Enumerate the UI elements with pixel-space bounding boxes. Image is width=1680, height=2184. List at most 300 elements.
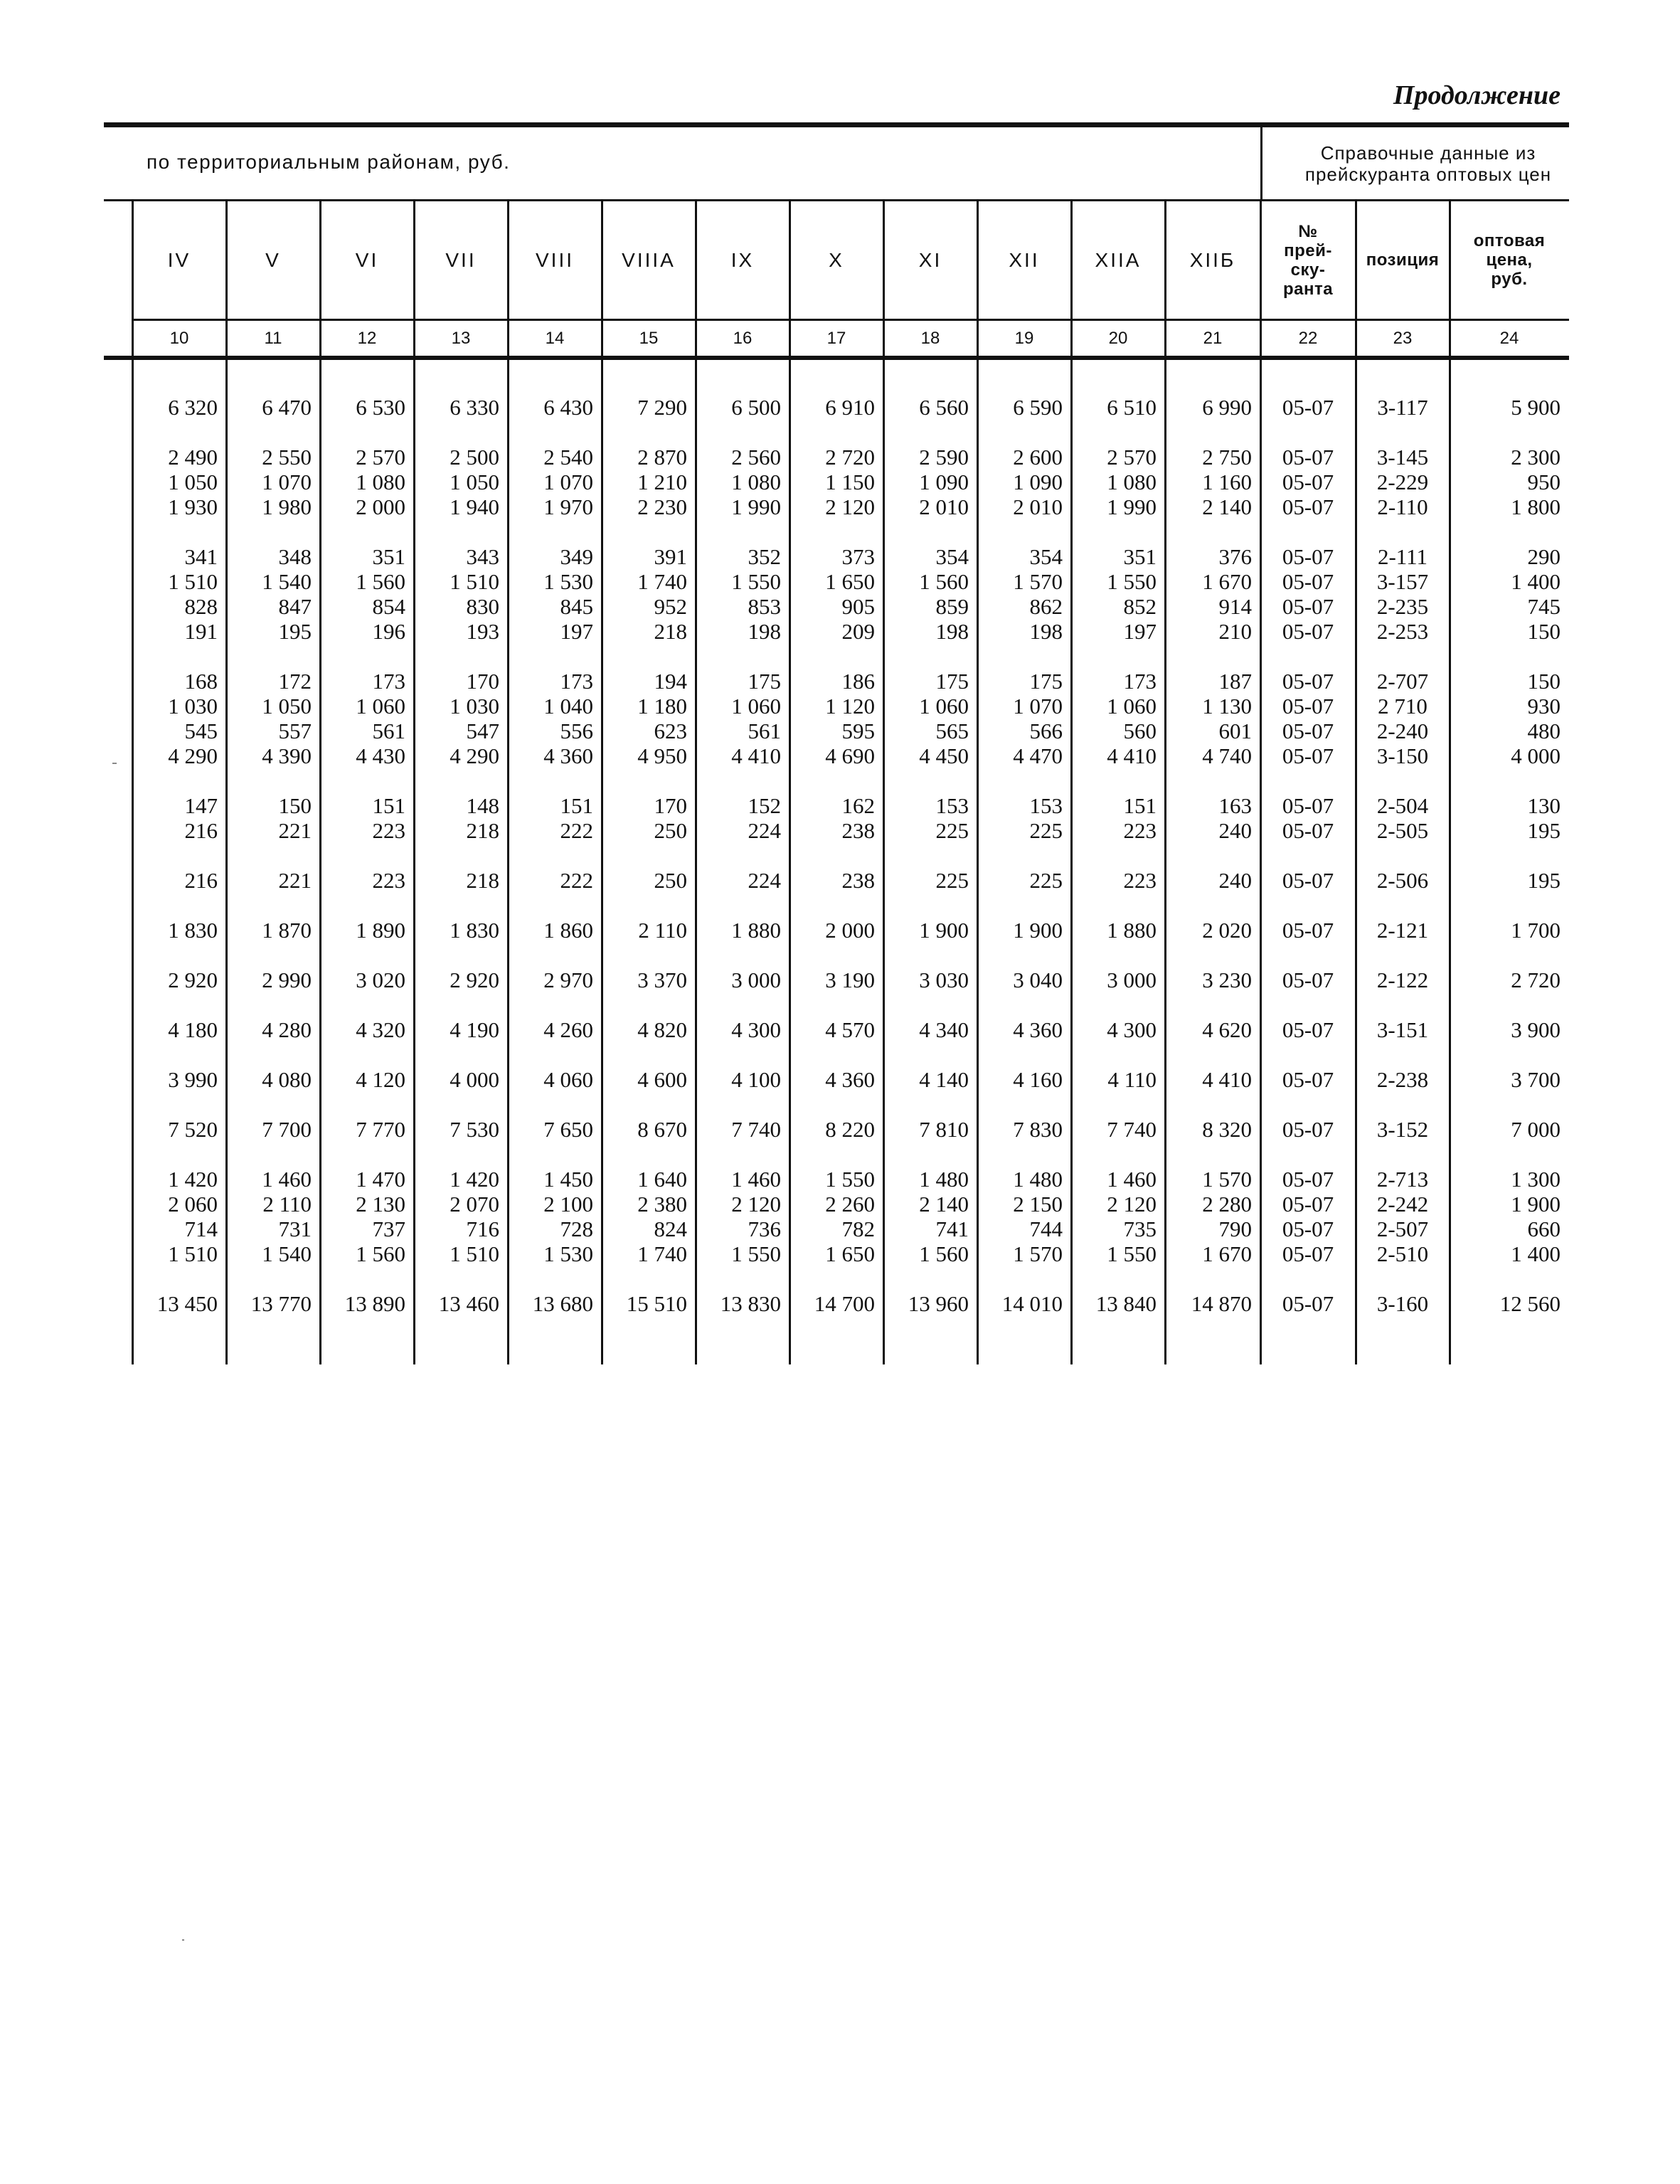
table-cell: 1 040 bbox=[543, 693, 593, 719]
table-cell: 1 970 bbox=[543, 494, 593, 519]
table-cell: 05-07 bbox=[1282, 693, 1334, 719]
table-cell: 2-110 bbox=[1377, 494, 1428, 519]
table-cell: 3 000 bbox=[1107, 967, 1157, 992]
table-cell: 1 450 bbox=[543, 1166, 593, 1192]
table-cell: 13 450 bbox=[156, 1290, 218, 1316]
table-cell: 1 050 bbox=[450, 469, 499, 494]
table-cell: 595 bbox=[841, 718, 875, 743]
table-cell: 148 bbox=[466, 793, 499, 818]
table-cell: 05-07 bbox=[1282, 1116, 1334, 1142]
table-cell: 13 680 bbox=[532, 1290, 593, 1316]
table-cell: 1 700 bbox=[1511, 917, 1561, 943]
table-cell: 1 030 bbox=[168, 693, 218, 719]
table-cell: 352 bbox=[748, 544, 781, 569]
table-cell: 2 920 bbox=[450, 967, 499, 992]
table-cell: 1 210 bbox=[637, 469, 687, 494]
table-cell: 4 300 bbox=[731, 1017, 781, 1042]
column-header-reference bbox=[1356, 201, 1450, 319]
table-cell: 3 990 bbox=[168, 1066, 218, 1092]
column-number: 17 bbox=[826, 328, 846, 348]
table-cell: 4 410 bbox=[1107, 743, 1157, 768]
table-cell: 15 510 bbox=[626, 1290, 687, 1316]
table-cell: 3-117 bbox=[1377, 394, 1428, 420]
table-cell: 1 080 bbox=[1107, 469, 1157, 494]
table-cell: 4 360 bbox=[543, 743, 593, 768]
table-cell: 4 280 bbox=[262, 1017, 312, 1042]
table-cell: 223 bbox=[372, 867, 405, 893]
table-cell: 1 930 bbox=[168, 494, 218, 519]
table-cell: 741 bbox=[935, 1216, 969, 1241]
table-cell: 565 bbox=[935, 718, 969, 743]
table-cell: 1 550 bbox=[731, 1241, 781, 1266]
table-cell: 351 bbox=[1123, 544, 1157, 569]
table-cell: 3-151 bbox=[1376, 1017, 1429, 1042]
table-cell: 1 830 bbox=[450, 917, 499, 943]
table-cell: 2 380 bbox=[637, 1191, 687, 1216]
table-cell: 4 290 bbox=[450, 743, 499, 768]
table-cell: 2 750 bbox=[1202, 444, 1252, 470]
table-cell: 7 740 bbox=[731, 1116, 781, 1142]
table-cell: 225 bbox=[1029, 867, 1063, 893]
column-header-region: X bbox=[829, 248, 844, 271]
table-cell: 2 110 bbox=[638, 917, 687, 943]
column-header-region: VII bbox=[445, 248, 477, 271]
table-cell: 1 460 bbox=[731, 1166, 781, 1192]
column-number: 22 bbox=[1298, 328, 1318, 348]
table-cell: 1 050 bbox=[168, 469, 218, 494]
table-cell: 2-240 bbox=[1376, 718, 1429, 743]
table-cell: 05-07 bbox=[1282, 718, 1334, 743]
table-cell: 223 bbox=[1123, 817, 1157, 843]
table-cell: 2-505 bbox=[1376, 817, 1429, 843]
table-cell: 225 bbox=[935, 817, 969, 843]
table-cell: 3 700 bbox=[1511, 1066, 1561, 1092]
table-cell: 05-07 bbox=[1282, 1166, 1334, 1192]
table-cell: 150 bbox=[1527, 668, 1561, 694]
table-cell: 1 860 bbox=[543, 917, 593, 943]
table-cell: 14 870 bbox=[1191, 1290, 1252, 1316]
column-number: 14 bbox=[545, 328, 565, 348]
table-cell: 1 560 bbox=[919, 568, 969, 594]
table-cell: 2 140 bbox=[1202, 494, 1252, 519]
table-cell: 6 530 bbox=[356, 394, 405, 420]
table-cell: 480 bbox=[1527, 718, 1561, 743]
table-cell: 7 740 bbox=[1107, 1116, 1157, 1142]
column-header-line: ску- bbox=[1290, 260, 1326, 280]
table-cell: 05-07 bbox=[1282, 593, 1334, 619]
column-header-region: IX bbox=[730, 248, 755, 271]
group-header-reference-line-2: прейскуранта оптовых цен bbox=[1304, 164, 1552, 185]
table-cell: 1 510 bbox=[450, 568, 499, 594]
table-cell: 186 bbox=[841, 668, 875, 694]
continuation-label: Продолжение bbox=[1393, 80, 1561, 110]
table-cell: 4 740 bbox=[1202, 743, 1252, 768]
table-cell: 354 bbox=[935, 544, 969, 569]
table-cell: 2 100 bbox=[543, 1191, 593, 1216]
table-cell: 14 700 bbox=[814, 1290, 875, 1316]
table-cell: 05-07 bbox=[1282, 1241, 1334, 1266]
table-cell: 1 570 bbox=[1013, 568, 1063, 594]
table-cell: 2 550 bbox=[262, 444, 312, 470]
column-header-line: цена, bbox=[1486, 250, 1533, 270]
table-cell: 2 060 bbox=[168, 1191, 218, 1216]
column-number: 15 bbox=[639, 328, 659, 348]
table-cell: 153 bbox=[935, 793, 969, 818]
table-cell: 2 020 bbox=[1202, 917, 1252, 943]
table-cell: 6 330 bbox=[450, 394, 499, 420]
column-number: 13 bbox=[451, 328, 471, 348]
table-cell: 05-07 bbox=[1282, 1216, 1334, 1241]
table-cell: 1 890 bbox=[356, 917, 405, 943]
table-cell: 6 990 bbox=[1202, 394, 1252, 420]
table-cell: 4 950 bbox=[637, 743, 687, 768]
table-cell: 05-07 bbox=[1282, 568, 1334, 594]
table-cell: 547 bbox=[466, 718, 499, 743]
table-cell: 2 920 bbox=[168, 967, 218, 992]
table-cell: 1 670 bbox=[1202, 568, 1252, 594]
table-cell: 4 820 bbox=[637, 1017, 687, 1042]
table-cell: 05-07 bbox=[1282, 867, 1334, 893]
column-header-region: XIIБ bbox=[1189, 248, 1236, 271]
table-cell: 1 460 bbox=[1107, 1166, 1157, 1192]
table-cell: 4 060 bbox=[543, 1066, 593, 1092]
table-cell: 05-07 bbox=[1282, 618, 1334, 644]
table-cell: 1 060 bbox=[1107, 693, 1157, 719]
table-cell: 1 740 bbox=[637, 1241, 687, 1266]
table-cell: 4 410 bbox=[1202, 1066, 1252, 1092]
table-cell: 216 bbox=[184, 817, 218, 843]
table-cell: 175 bbox=[1029, 668, 1063, 694]
table-cell: 05-07 bbox=[1282, 668, 1334, 694]
table-cell: 341 bbox=[184, 544, 218, 569]
table-cell: 2-510 bbox=[1376, 1241, 1429, 1266]
table-cell: 4 110 bbox=[1107, 1066, 1157, 1092]
table-cell: 1 150 bbox=[825, 469, 875, 494]
table-cell: 2 000 bbox=[356, 494, 405, 519]
table-cell: 7 810 bbox=[919, 1116, 969, 1142]
table-cell: 4 260 bbox=[543, 1017, 593, 1042]
table-cell: 2 720 bbox=[1511, 967, 1561, 992]
table-cell: 7 700 bbox=[262, 1116, 312, 1142]
table-cell: 4 120 bbox=[356, 1066, 405, 1092]
table-cell: 4 080 bbox=[262, 1066, 312, 1092]
table-cell: 2 140 bbox=[919, 1191, 969, 1216]
table-cell: 224 bbox=[748, 867, 781, 893]
table-cell: 168 bbox=[184, 668, 218, 694]
table-cell: 2 280 bbox=[1202, 1191, 1252, 1216]
table-cell: 1 070 bbox=[543, 469, 593, 494]
table-cell: 2 300 bbox=[1511, 444, 1561, 470]
column-header-region: VIII bbox=[535, 248, 574, 271]
table-cell: 222 bbox=[560, 867, 593, 893]
table-cell: 172 bbox=[278, 668, 312, 694]
table-cell: 1 540 bbox=[262, 568, 312, 594]
table-cell: 1 420 bbox=[168, 1166, 218, 1192]
table-cell: 2 110 bbox=[262, 1191, 312, 1216]
table-cell: 1 570 bbox=[1202, 1166, 1252, 1192]
column-header-region: V bbox=[265, 248, 281, 271]
table-cell: 198 bbox=[1029, 618, 1063, 644]
table-cell: 13 460 bbox=[438, 1290, 499, 1316]
table-cell: 187 bbox=[1218, 668, 1252, 694]
table-cell: 354 bbox=[1029, 544, 1063, 569]
table-cell: 2-253 bbox=[1376, 618, 1429, 644]
table-cell: 4 470 bbox=[1013, 743, 1063, 768]
table-cell: 151 bbox=[372, 793, 405, 818]
table-cell: 545 bbox=[184, 718, 218, 743]
table-cell: 2-506 bbox=[1376, 867, 1429, 893]
table-cell: 163 bbox=[1218, 793, 1252, 818]
column-header-reference bbox=[1260, 201, 1356, 319]
table-cell: 170 bbox=[466, 668, 499, 694]
table-cell: 238 bbox=[841, 817, 875, 843]
table-cell: 2-235 bbox=[1376, 593, 1429, 619]
table-cell: 2-707 bbox=[1376, 668, 1429, 694]
table-cell: 950 bbox=[1527, 469, 1561, 494]
table-cell: 1 650 bbox=[825, 1241, 875, 1266]
table-cell: 150 bbox=[278, 793, 312, 818]
table-cell: 566 bbox=[1029, 718, 1063, 743]
table-cell: 854 bbox=[372, 593, 405, 619]
table-cell: 1 990 bbox=[731, 494, 781, 519]
column-number: 11 bbox=[264, 328, 282, 348]
table-cell: 1 060 bbox=[919, 693, 969, 719]
table-cell: 737 bbox=[372, 1216, 405, 1241]
table-cell: 4 290 bbox=[168, 743, 218, 768]
table-cell: 216 bbox=[184, 867, 218, 893]
table-cell: 7 290 bbox=[637, 394, 687, 420]
table-cell: 173 bbox=[560, 668, 593, 694]
table-cell: 2 500 bbox=[450, 444, 499, 470]
table-cell: 561 bbox=[372, 718, 405, 743]
table-cell: 218 bbox=[466, 867, 499, 893]
table-cell: 952 bbox=[654, 593, 687, 619]
table-cell: 4 320 bbox=[356, 1017, 405, 1042]
table-cell: 152 bbox=[748, 793, 781, 818]
table-cell: 1 540 bbox=[262, 1241, 312, 1266]
table-cell: 290 bbox=[1527, 544, 1561, 569]
table-cell: 130 bbox=[1527, 793, 1561, 818]
table-cell: 830 bbox=[466, 593, 499, 619]
table-cell: 2-229 bbox=[1376, 469, 1429, 494]
table-cell: 238 bbox=[841, 867, 875, 893]
column-number: 23 bbox=[1393, 328, 1413, 348]
table-cell: 3 370 bbox=[637, 967, 687, 992]
table-cell: 1 900 bbox=[919, 917, 969, 943]
column-header-region: VIIIA bbox=[622, 248, 676, 271]
table-cell: 7 830 bbox=[1013, 1116, 1063, 1142]
table-cell: 6 320 bbox=[168, 394, 218, 420]
table-cell: 218 bbox=[466, 817, 499, 843]
table-cell: 731 bbox=[278, 1216, 312, 1241]
table-cell: 6 510 bbox=[1107, 394, 1157, 420]
table-cell: 05-07 bbox=[1282, 743, 1334, 768]
table-cell: 373 bbox=[841, 544, 875, 569]
table-cell: 162 bbox=[841, 793, 875, 818]
table-cell: 05-07 bbox=[1282, 494, 1334, 519]
table-cell: 1 050 bbox=[262, 693, 312, 719]
table-cell: 195 bbox=[278, 618, 312, 644]
table-cell: 1 080 bbox=[356, 469, 405, 494]
table-cell: 175 bbox=[748, 668, 781, 694]
table-cell: 05-07 bbox=[1282, 793, 1334, 818]
table-cell: 1 120 bbox=[825, 693, 875, 719]
table-cell: 1 130 bbox=[1202, 693, 1252, 719]
table-cell: 4 390 bbox=[262, 743, 312, 768]
table-cell: 2 120 bbox=[825, 494, 875, 519]
table-cell: 191 bbox=[184, 618, 218, 644]
column-header-line: позиция bbox=[1366, 250, 1440, 270]
table-cell: 828 bbox=[184, 593, 218, 619]
table-cell: 05-07 bbox=[1282, 1191, 1334, 1216]
table-cell: 1 980 bbox=[262, 494, 312, 519]
table-cell: 735 bbox=[1123, 1216, 1157, 1241]
print-mark bbox=[112, 763, 117, 764]
table-cell: 7 000 bbox=[1511, 1116, 1561, 1142]
table-cell: 4 450 bbox=[919, 743, 969, 768]
table-cell: 1 070 bbox=[262, 469, 312, 494]
table-cell: 1 030 bbox=[450, 693, 499, 719]
table-cell: 2-121 bbox=[1376, 917, 1429, 943]
table-cell: 225 bbox=[1029, 817, 1063, 843]
table-cell: 193 bbox=[466, 618, 499, 644]
table-cell: 05-07 bbox=[1282, 1066, 1334, 1092]
column-header-line: руб. bbox=[1491, 270, 1528, 289]
table-cell: 2 870 bbox=[637, 444, 687, 470]
table-cell: 3 040 bbox=[1013, 967, 1063, 992]
table-cell: 2 070 bbox=[450, 1191, 499, 1216]
table-cell: 2 570 bbox=[1107, 444, 1157, 470]
table-cell: 2 990 bbox=[262, 967, 312, 992]
table-cell: 1 900 bbox=[1511, 1191, 1561, 1216]
table-cell: 1 650 bbox=[825, 568, 875, 594]
table-cell: 153 bbox=[1029, 793, 1063, 818]
table-cell: 1 180 bbox=[637, 693, 687, 719]
table-cell: 3 190 bbox=[825, 967, 875, 992]
table-cell: 930 bbox=[1527, 693, 1561, 719]
column-header-line: оптовая bbox=[1473, 231, 1546, 250]
table-cell: 250 bbox=[654, 817, 687, 843]
table-cell: 1 060 bbox=[356, 693, 405, 719]
table-cell: 1 400 bbox=[1511, 1241, 1561, 1266]
table-cell: 2 570 bbox=[356, 444, 405, 470]
table-cell: 221 bbox=[278, 867, 312, 893]
table-cell: 3-145 bbox=[1376, 444, 1429, 470]
table-cell: 905 bbox=[841, 593, 875, 619]
table-cell: 560 bbox=[1123, 718, 1157, 743]
table-cell: 223 bbox=[1123, 867, 1157, 893]
table-cell: 561 bbox=[748, 718, 781, 743]
table-cell: 05-07 bbox=[1282, 1290, 1334, 1316]
table-cell: 2 720 bbox=[825, 444, 875, 470]
table-cell: 2 010 bbox=[1013, 494, 1063, 519]
table-cell: 175 bbox=[935, 668, 969, 694]
column-header-line: № bbox=[1298, 221, 1318, 241]
table-cell: 2-507 bbox=[1376, 1216, 1429, 1241]
table-cell: 556 bbox=[560, 718, 593, 743]
table-cell: 623 bbox=[654, 718, 687, 743]
table-cell: 14 010 bbox=[1001, 1290, 1063, 1316]
table-cell: 4 300 bbox=[1107, 1017, 1157, 1042]
table-cell: 2 600 bbox=[1013, 444, 1063, 470]
table-cell: 3 030 bbox=[919, 967, 969, 992]
column-number: 12 bbox=[357, 328, 377, 348]
table-cell: 2 560 bbox=[731, 444, 781, 470]
table-cell: 1 090 bbox=[919, 469, 969, 494]
table-cell: 3 000 bbox=[731, 967, 781, 992]
table-cell: 349 bbox=[560, 544, 593, 569]
table-cell: 05-07 bbox=[1282, 967, 1334, 992]
table-cell: 4 600 bbox=[637, 1066, 687, 1092]
table-cell: 1 480 bbox=[919, 1166, 969, 1192]
column-header-region: XII bbox=[1009, 248, 1040, 271]
table-cell: 1 990 bbox=[1107, 494, 1157, 519]
table-cell: 8 320 bbox=[1202, 1116, 1252, 1142]
table-cell: 195 bbox=[1527, 817, 1561, 843]
table-cell: 2-504 bbox=[1376, 793, 1429, 818]
table-cell: 6 910 bbox=[825, 394, 875, 420]
table-cell: 05-07 bbox=[1282, 394, 1334, 420]
table-cell: 4 690 bbox=[825, 743, 875, 768]
table-cell: 728 bbox=[560, 1216, 593, 1241]
table-cell: 197 bbox=[560, 618, 593, 644]
table-cell: 4 100 bbox=[731, 1066, 781, 1092]
table-cell: 1 060 bbox=[731, 693, 781, 719]
table-cell: 847 bbox=[278, 593, 312, 619]
table-cell: 7 530 bbox=[450, 1116, 499, 1142]
table-cell: 1 080 bbox=[731, 469, 781, 494]
table-cell: 1 560 bbox=[356, 568, 405, 594]
table-cell: 4 360 bbox=[825, 1066, 875, 1092]
table-cell: 6 500 bbox=[731, 394, 781, 420]
column-header-region: XIIA bbox=[1095, 248, 1142, 271]
table-cell: 2-111 bbox=[1377, 544, 1428, 569]
table-cell: 170 bbox=[654, 793, 687, 818]
table-cell: 3-152 bbox=[1376, 1116, 1429, 1142]
table-cell: 147 bbox=[184, 793, 218, 818]
column-header-reference bbox=[1450, 201, 1569, 319]
table-cell: 8 670 bbox=[637, 1116, 687, 1142]
table-cell: 3 230 bbox=[1202, 967, 1252, 992]
table-cell: 714 bbox=[184, 1216, 218, 1241]
table-cell: 1 570 bbox=[1013, 1241, 1063, 1266]
table-cell: 12 560 bbox=[1499, 1290, 1561, 1316]
table-cell: 173 bbox=[372, 668, 405, 694]
table-cell: 4 620 bbox=[1202, 1017, 1252, 1042]
table-cell: 209 bbox=[841, 618, 875, 644]
table-cell: 7 650 bbox=[543, 1116, 593, 1142]
table-cell: 2 230 bbox=[637, 494, 687, 519]
table-cell: 198 bbox=[748, 618, 781, 644]
column-number: 16 bbox=[733, 328, 753, 348]
table-cell: 1 510 bbox=[450, 1241, 499, 1266]
group-header-reference-line-1: Справочные данные из bbox=[1320, 142, 1536, 164]
table-cell: 218 bbox=[654, 618, 687, 644]
column-number: 19 bbox=[1014, 328, 1034, 348]
table-cell: 859 bbox=[935, 593, 969, 619]
table-cell: 1 870 bbox=[262, 917, 312, 943]
table-cell: 824 bbox=[654, 1216, 687, 1241]
column-number: 18 bbox=[920, 328, 940, 348]
table-cell: 853 bbox=[748, 593, 781, 619]
group-separator bbox=[1260, 127, 1262, 199]
table-cell: 150 bbox=[1527, 618, 1561, 644]
table-cell: 782 bbox=[841, 1216, 875, 1241]
table-cell: 1 560 bbox=[356, 1241, 405, 1266]
table-cell: 05-07 bbox=[1282, 469, 1334, 494]
table-cell: 1 550 bbox=[1107, 568, 1157, 594]
table-cell: 1 420 bbox=[450, 1166, 499, 1192]
